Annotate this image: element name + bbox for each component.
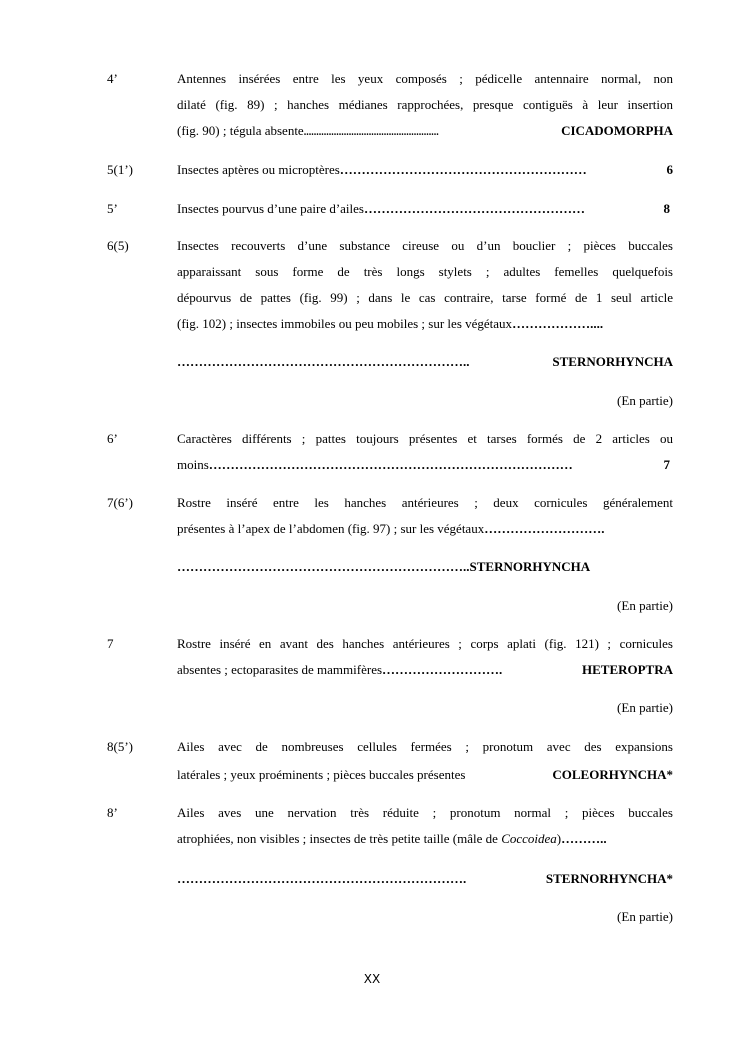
entry-result-line	[177, 349, 673, 375]
couplet-number: 5(1’)	[107, 162, 133, 177]
page-number: XX	[363, 972, 381, 986]
entry-result-line	[177, 554, 673, 580]
entry-result-line	[177, 118, 673, 144]
partial-note: (En partie)	[617, 909, 673, 924]
entry-text: atrophiées, non visibles ; insectes de très petite taille (mâle de	[177, 831, 502, 846]
result-taxon: HETEROPTRA	[580, 657, 673, 683]
entry-result-line	[177, 196, 673, 222]
entry-text-line: apparaissant sous forme de très longs stylets ; adultes femelles quelquefois	[177, 264, 673, 279]
leader-dots: ………..	[561, 831, 607, 846]
couplet-number: 4’	[107, 71, 118, 86]
entry-text: Insectes pourvus d’une paire d’ailes	[177, 201, 364, 216]
couplet-number: 5’	[107, 201, 118, 216]
footnote-star: *	[666, 871, 673, 886]
entry-text-line: Rostre inséré en avant des hanches antérieures ; corps aplati (fig. 121) ; cornicules	[177, 636, 673, 651]
leader-dots: …………………………………………………………………………	[208, 457, 573, 472]
result-number: 6	[665, 157, 674, 183]
entry-text: (fig. 102) ; insectes immobiles ou peu mobiles ; sur les végétaux	[177, 316, 513, 331]
entry-text-line: Ailes avec de nombreuses cellules fermées ; pronotum avec des expansions	[177, 739, 673, 754]
result-number: 7	[662, 452, 671, 478]
leader-dots: …………………………………………………	[339, 162, 587, 177]
partial-note: (En partie)	[617, 598, 673, 613]
result-taxon-group	[550, 762, 673, 788]
entry-text-line	[177, 826, 673, 852]
entry-result-line	[177, 762, 673, 788]
entry-text: Insectes aptères ou microptères	[177, 162, 340, 177]
entry-text: latérales ; yeux proéminents ; pièces buccales présentes	[177, 767, 466, 782]
entry-text-line	[177, 311, 673, 337]
couplet-number: 6’	[107, 431, 118, 446]
entry-text-line: Insectes recouverts d’une substance cireuse ou d’un bouclier ; pièces buccales	[177, 238, 673, 253]
entry-text: (fig. 90) ; tégula absente	[177, 123, 304, 138]
result-taxon-group	[544, 866, 673, 892]
partial-note: (En partie)	[617, 700, 673, 715]
leader-dots: …………………………………………………………..	[177, 354, 470, 369]
entry-text-line: dépourvus de pattes (fig. 99) ; dans le cas contraire, tarse formé de 1 seul article	[177, 290, 673, 305]
footnote-star: *	[666, 767, 673, 782]
leader-dots: ……………………….	[484, 521, 605, 536]
partial-note: (En partie)	[617, 393, 673, 408]
leader-dots: ……………………….	[382, 662, 503, 677]
leader-dots: ......................................................	[303, 127, 439, 138]
result-taxon: CICADOMORPHA	[559, 118, 673, 144]
entry-text: absentes ; ectoparasites de mammifères	[177, 662, 383, 677]
entry-result-line	[177, 157, 673, 183]
taxon-italic: Coccoidea	[501, 831, 557, 846]
entry-text: moins	[177, 457, 209, 472]
couplet-number: 7	[107, 636, 114, 651]
leader-dots: ……………………………………………	[364, 201, 585, 216]
result-taxon: STERNORHYNCHA	[469, 559, 591, 574]
entry-text-line	[177, 516, 673, 542]
entry-text-line: Rostre inséré entre les hanches antérieures ; deux cornicules généralement	[177, 495, 673, 510]
leader-dots: ………………………………………………………….	[177, 871, 467, 886]
couplet-number: 7(6’)	[107, 495, 133, 510]
entry-result-line	[177, 866, 673, 892]
leader-dots: ………………....	[512, 316, 604, 331]
result-taxon: STERNORHYNCHA	[550, 349, 673, 375]
entry-text-line: Antennes insérées entre les yeux composés ; pédicelle antennaire normal, non	[177, 71, 673, 86]
entry-text-line: dilaté (fig. 89) ; hanches médianes rapprochées, presque contiguës à leur insertion	[177, 97, 673, 112]
leader-dots: …………………………………………………………..	[177, 559, 470, 574]
couplet-number: 8’	[107, 805, 118, 820]
entry-result-line	[177, 452, 673, 478]
entry-result-line	[177, 657, 673, 683]
couplet-number: 6(5)	[107, 238, 129, 253]
entry-text-line: Ailes aves une nervation très réduite ; pronotum normal ; pièces buccales	[177, 805, 673, 820]
result-taxon: COLEORHYNCHA	[552, 767, 667, 782]
entry-text: présentes à l’apex de l’abdomen (fig. 97) ; sur les végétaux	[177, 521, 485, 536]
result-taxon: STERNORHYNCHA	[545, 871, 667, 886]
result-number: 8	[662, 196, 671, 222]
entry-text-line: Caractères différents ; pattes toujours présentes et tarses formés de 2 articles ou	[177, 431, 673, 446]
entry-text: )	[556, 831, 562, 846]
couplet-number: 8(5’)	[107, 739, 133, 754]
